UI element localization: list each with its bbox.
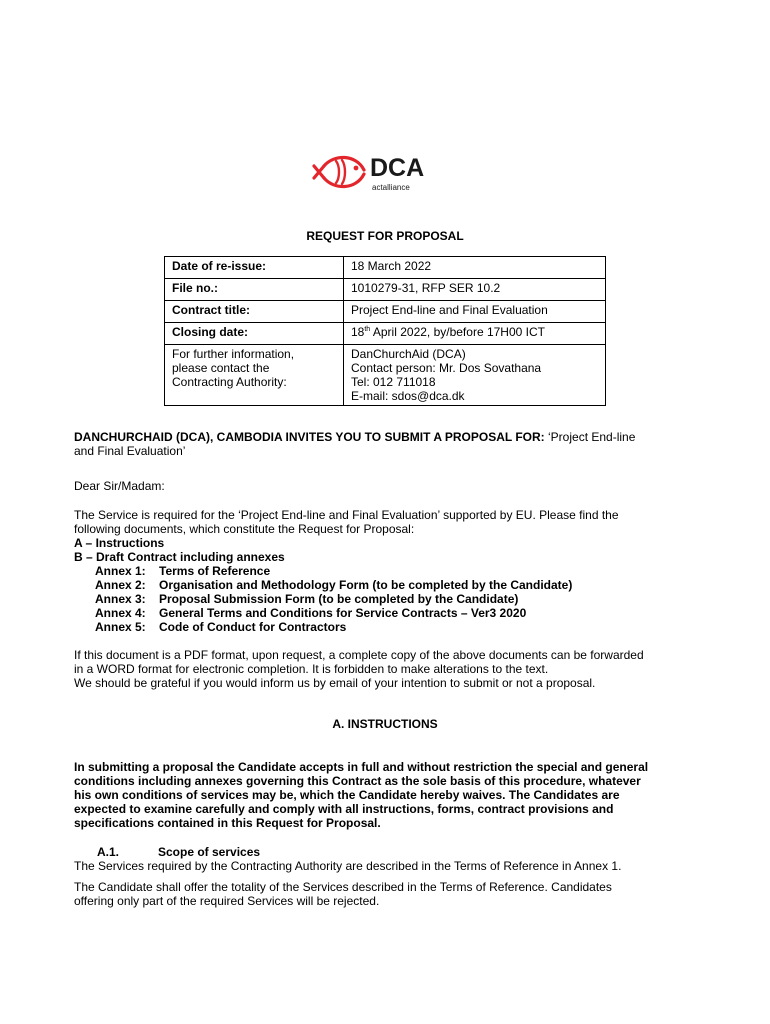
file-no-value: 1010279-31, RFP SER 10.2 (344, 279, 606, 301)
table-row (165, 323, 606, 345)
annex-text: Organisation and Methodology Form (to be completed by the Candidate) (159, 578, 573, 592)
intro-line: The Service is required for the ‘Project End-line and Final Evaluation’ supported by EU. Please find the (74, 508, 619, 522)
doc-list-item-b: B – Draft Contract including annexes (74, 550, 285, 564)
intro-paragraph (74, 508, 694, 634)
rfp-info-table (164, 256, 606, 406)
contact-label-line: For further information, (172, 347, 295, 361)
acceptance-line: his own conditions of services may be, which the Candidate hereby waives. The Candidates are (74, 788, 620, 802)
intro-line: following documents, which constitute the Request for Proposal: (74, 522, 415, 536)
acceptance-line: expected to examine carefully and comply with all instructions, forms, contract provisions and (74, 802, 614, 816)
pdf-line: We should be grateful if you would inform us by email of your intention to submit or not a proposal. (74, 676, 596, 690)
acceptance-line: specifications contained in this Request for Proposal. (74, 816, 381, 830)
annex-item (74, 592, 694, 606)
annex-item (74, 578, 694, 592)
invitation-paragraph (74, 430, 694, 458)
subsection-title: Scope of services (158, 845, 261, 859)
annex-label: Annex 1: (95, 564, 146, 578)
contact-org: DanChurchAid (DCA) (351, 347, 466, 361)
contact-info-label (165, 345, 344, 406)
contact-phone: Tel: 012 711018 (351, 375, 436, 389)
doc-list-item-a: A – Instructions (74, 536, 165, 550)
file-no-label: File no.: (165, 279, 344, 301)
table-row (165, 301, 606, 323)
annex-label: Annex 4: (95, 606, 146, 620)
section-heading: A. INSTRUCTIONS (332, 717, 438, 731)
offer-paragraph (74, 880, 694, 908)
annex-item (74, 606, 694, 620)
invitation-bold: DANCHURCHAID (DCA), CAMBODIA INVITES YOU TO SUBMIT A PROPOSAL FOR: (74, 430, 549, 444)
date-value: 18 March 2022 (344, 257, 606, 279)
invitation-title-part1: ‘Project End-line (548, 430, 636, 444)
contact-info-value (344, 345, 606, 406)
annex-item (74, 564, 694, 578)
contact-email: E-mail: sdos@dca.dk (351, 389, 465, 403)
contact-label-line: please contact the (172, 361, 270, 375)
table-row (165, 279, 606, 301)
logo-wordmark: DCA (370, 154, 425, 182)
table-row (165, 257, 606, 279)
closing-date-value (344, 323, 606, 345)
annex-text: Code of Conduct for Contractors (159, 620, 347, 634)
offer-line: The Candidate shall offer the totality of the Services described in the Terms of Reference. Candidates (74, 880, 612, 894)
contact-label-line: Contracting Authority: (172, 375, 287, 389)
annex-text: General Terms and Conditions for Service Contracts – Ver3 2020 (159, 606, 527, 620)
logo-tagline: actalliance (372, 183, 410, 192)
document-title: REQUEST FOR PROPOSAL (306, 229, 464, 243)
contact-person: Contact person: Mr. Dos Sovathana (351, 361, 542, 375)
contract-title-label: Contract title: (165, 301, 344, 323)
closing-date-label: Closing date: (165, 323, 344, 345)
annex-label: Annex 5: (95, 620, 146, 634)
closing-rest: April 2022, by/before 17H00 ICT (370, 325, 545, 339)
annex-label: Annex 2: (95, 578, 146, 592)
pdf-line: in a WORD format for electronic completion. It is forbidden to make alterations to the text. (74, 662, 549, 676)
pdf-line: If this document is a PDF format, upon request, a complete copy of the above documents can be forwarded (74, 648, 644, 662)
annex-text: Terms of Reference (159, 564, 271, 578)
acceptance-line: In submitting a proposal the Candidate accepts in full and without restriction the special and general (74, 760, 649, 774)
annex-label: Annex 3: (95, 592, 146, 606)
date-label: Date of re-issue: (165, 257, 344, 279)
closing-day-suffix: th (364, 326, 371, 333)
acceptance-paragraph (74, 760, 694, 830)
salutation: Dear Sir/Madam: (74, 479, 165, 493)
pdf-paragraph (74, 648, 694, 690)
offer-line: offering only part of the required Services will be rejected. (74, 894, 380, 908)
acceptance-line: conditions including annexes governing this Contract as the sole basis of this procedure, whatever (74, 774, 641, 788)
contract-title-value: Project End-line and Final Evaluation (344, 301, 606, 323)
subsection-number: A.1. (97, 845, 120, 859)
subsection-heading (74, 845, 694, 859)
scope-paragraph: The Services required by the Contracting Authority are described in the Terms of Reference in Annex 1. (74, 859, 622, 873)
annex-text: Proposal Submission Form (to be completed by the Candidate) (159, 592, 519, 606)
invitation-title-part2: and Final Evaluation’ (74, 444, 186, 458)
table-row (165, 345, 606, 406)
annex-item (74, 620, 694, 634)
closing-day: 18 (351, 325, 365, 339)
